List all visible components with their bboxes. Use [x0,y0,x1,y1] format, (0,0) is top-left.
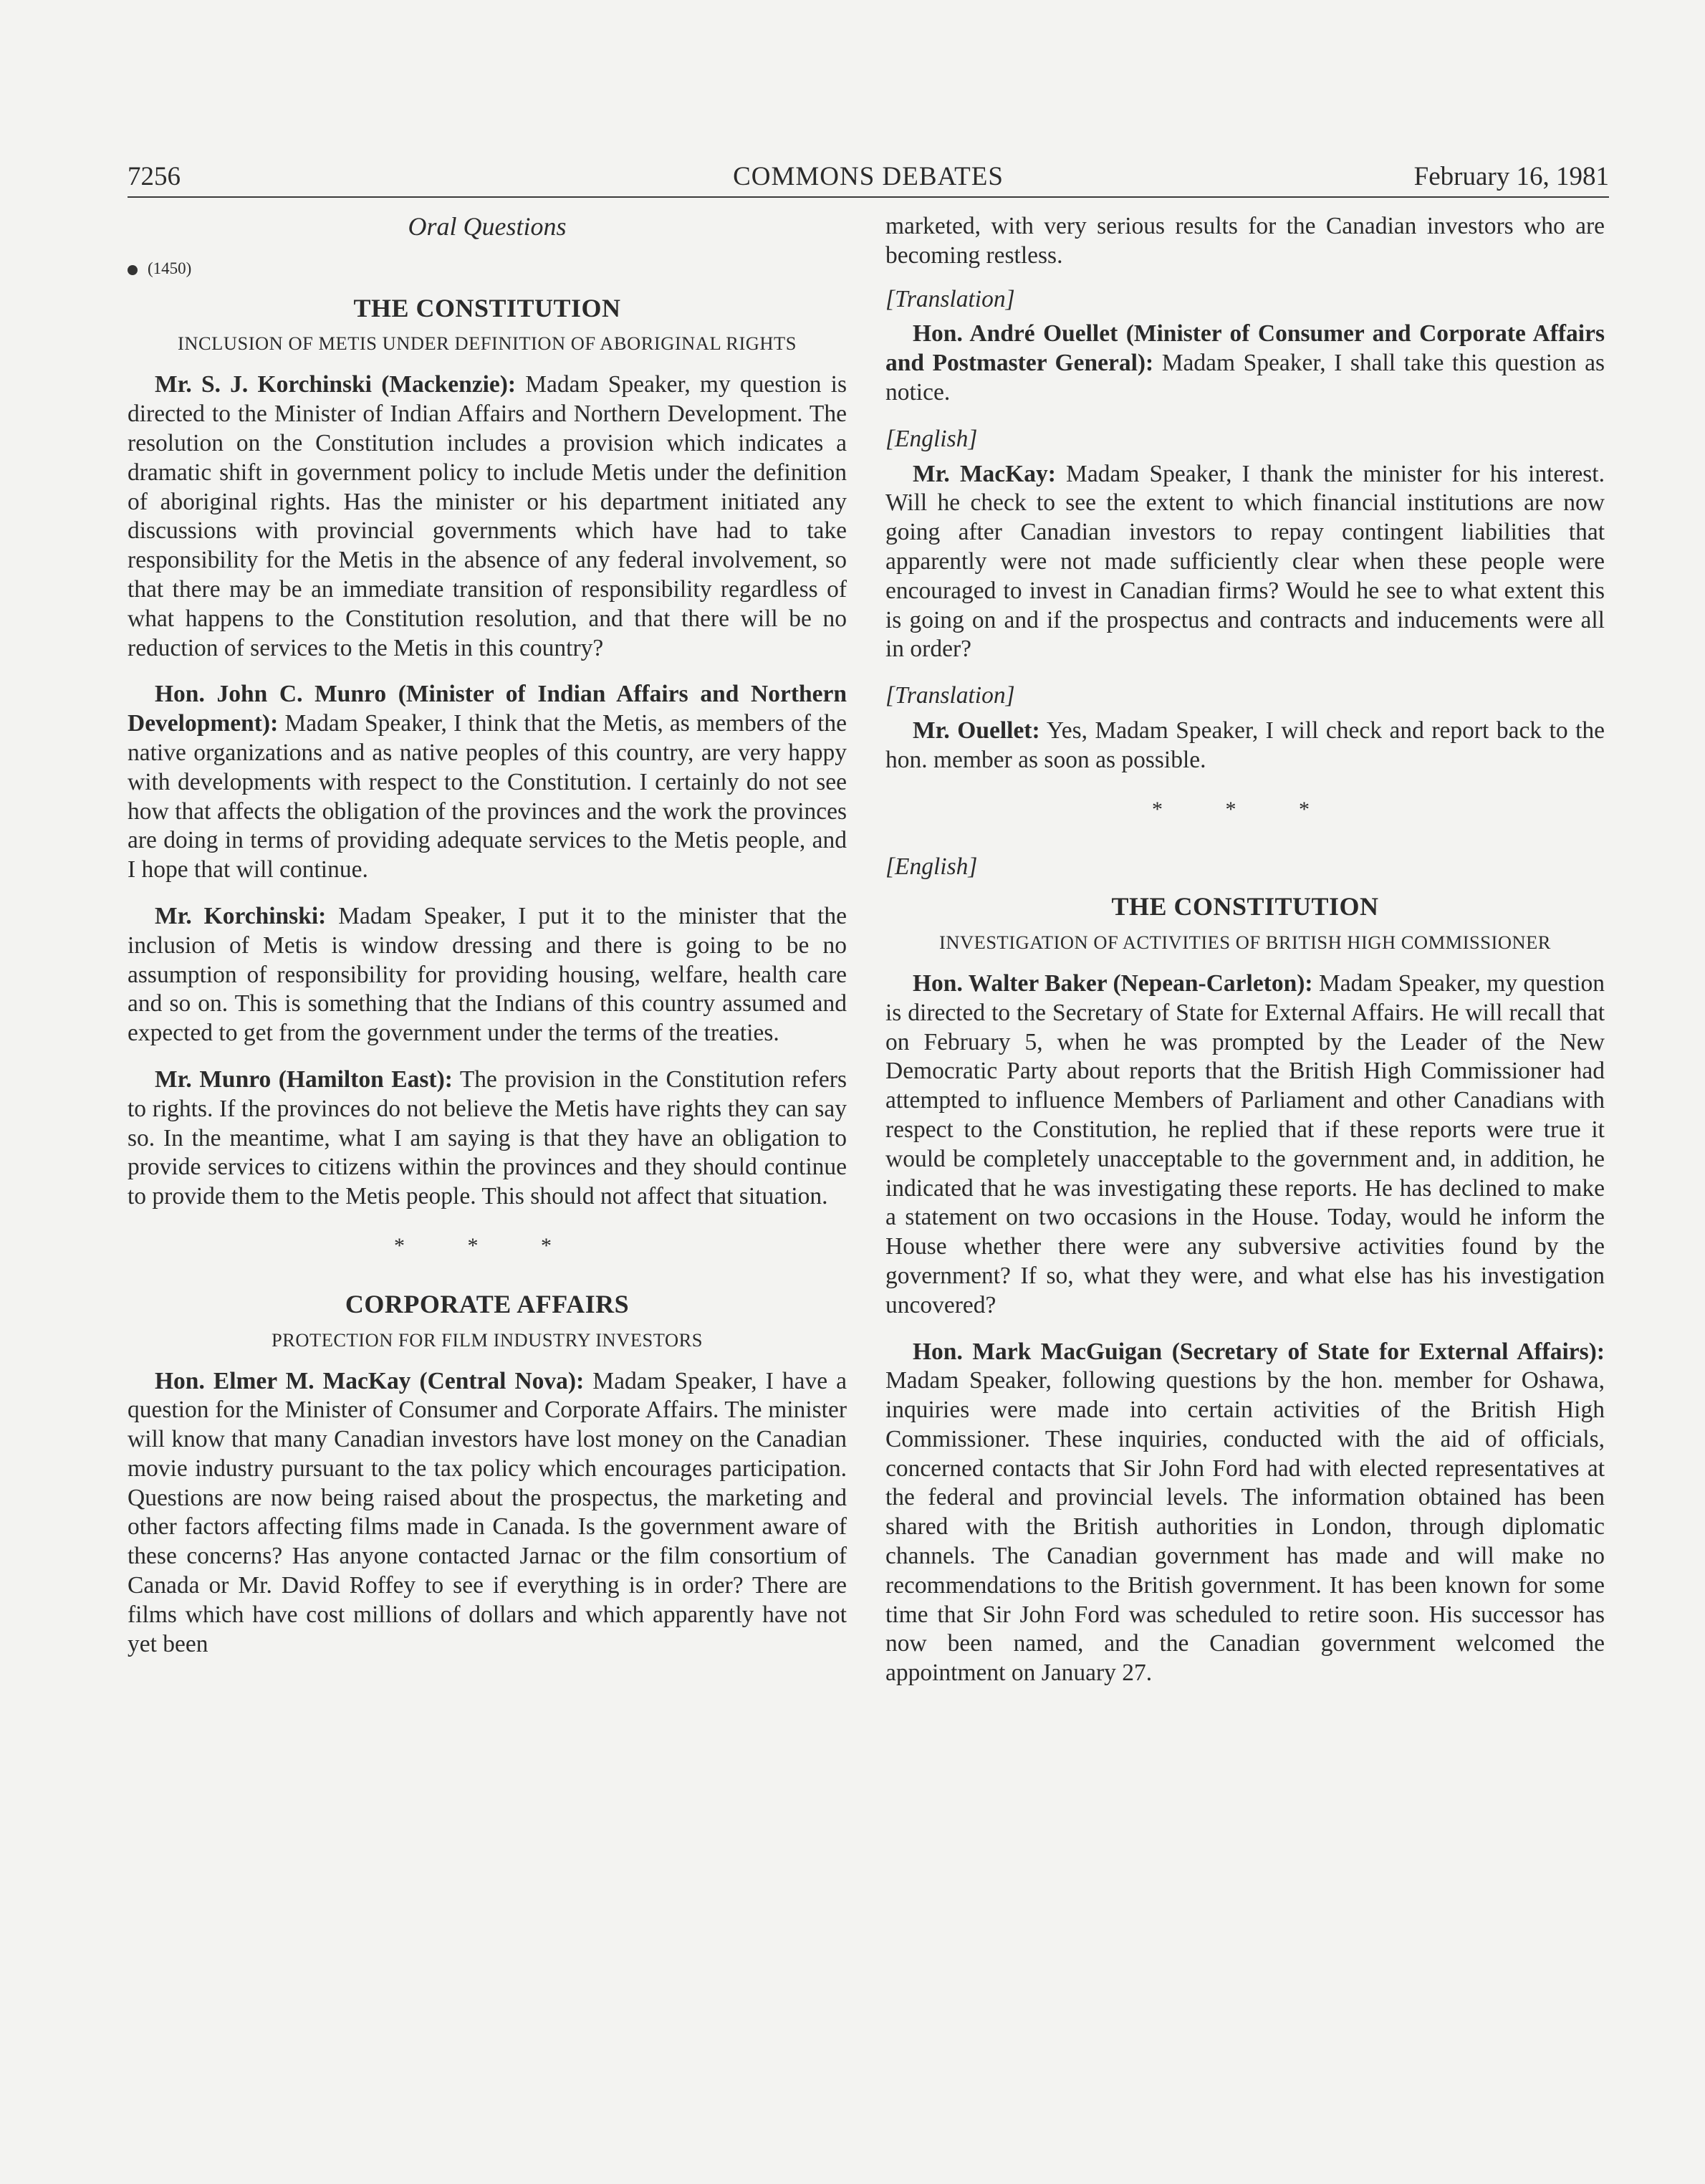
section-subheading: INVESTIGATION OF ACTIVITIES OF BRITISH HIGH COMMISSIONER [939,931,1551,953]
speech-text: Madam Speaker, I put it to the minister that the inclusion of Metis is window dressing and there is going to be no assumption of responsibility for providing housing, welfare, health care and so on. This is something that the Indians of this country assumed and expected to get from the government under the terms of the treaties. [128,902,847,1047]
section-subheading: PROTECTION FOR FILM INDUSTRY INVESTORS [271,1328,703,1351]
speech-text: Madam Speaker, following questions by the hon. member for Oshawa, inquiries were made into certain activities of the British High Commissioner. These inquiries, conducted with the aid of officials, concerned contacts that Sir John Ford had with elected representatives at the federal and provincial levels. The information obtained has been shared with the British authorities in London, through diplomatic channels. The Canadian government has made and will make no recommendations to the British government. It has been known for some time that Sir John Ford was scheduled to retire soon. His successor has now been named, and the Canadian government welcomed the appointment on January 27. [885,1367,1605,1687]
speaker-name: Mr. Munro (Hamilton East): [155,1065,453,1093]
speaker-name: Hon. Walter Baker (Nepean-Carleton): [913,969,1313,997]
page-date: February 16, 1981 [1413,162,1609,191]
speech-text: Yes, Madam Speaker, I will check and report back to the hon. member as soon as possible. [885,717,1605,773]
language-marker: [Translation] [885,285,1015,312]
speech-paragraph [885,460,1605,665]
speaker-name: Hon. John C. Munro (Minister of Indian Affairs and Northern Development): [128,681,847,737]
time-marker-text: (1450) [148,259,192,277]
section-separator: * * * [394,1233,580,1258]
right-column [885,212,1605,1705]
language-marker: [English] [885,853,978,881]
speech-paragraph [885,717,1605,775]
speech-paragraph [128,902,847,1048]
speech-paragraph [885,969,1605,1321]
speaker-name: Mr. MacKay: [913,460,1056,487]
page-number: 7256 [128,162,181,191]
section-label: Oral Questions [408,212,567,241]
speech-text: Madam Speaker, my question is directed to the Secretary of State for External Affairs. He will recall that on February 5, when he was prompted by the Leader of the New Democratic Party about reports that the British High Commissioner had attempted to influence Members of Parliament and other Canadians with respect to the Constitution, he replied that if these reports were true it would be completely unacceptable to the government and, in addition, he indicated that he was investigating these reports. He has declined to make a statement on two occasions in the House. Today, would he inform the House whether there were any subversive activities found by the government? If so, what they were, and what else has his investigation uncovered? [885,969,1605,1318]
section-separator: * * * [1152,797,1338,821]
section-subheading: INCLUSION OF METIS UNDER DEFINITION OF ABORIGINAL RIGHTS [178,332,797,355]
speech-text: Madam Speaker, I shall take this question as notice. [885,350,1605,406]
speaker-name: Mr. Ouellet: [913,717,1040,744]
speech-continuation: marketed, with very serious results for the Canadian investors who are becoming restless. [885,213,1605,269]
speech-paragraph [128,1065,847,1212]
speaker-name: Hon. Mark MacGuigan (Secretary of State for External Affairs): [913,1338,1605,1365]
speech-text: Madam Speaker, I thank the minister for his interest. Will he check to see the extent to which financial institutions are now going after Canadian investors to repay contingent liabilities that apparently were not made sufficiently clear when these people were encouraged to invest in Canadian firms? Would he see to what extent this is going on and if the prospectus and contracts and inducements were all in order? [885,460,1605,663]
page-header [128,159,1609,198]
section-heading: CORPORATE AFFAIRS [345,1289,630,1318]
left-column [128,212,847,1676]
publication-title: COMMONS DEBATES [733,162,1004,191]
speech-text: Madam Speaker, I think that the Metis, as members of the native organizations and as native peoples of this country, are very happy with developments with respect to the Constitution. I certainly do not see how that affects the obligation of the provinces and the work the provinces are doing in terms of providing adequate services to the Metis people, and I hope that will continue. [128,710,847,883]
time-marker [128,254,847,284]
section-heading: THE CONSTITUTION [1111,892,1379,921]
speech-text: Madam Speaker, I have a question for the Minister of Consumer and Corporate Affairs. The minister will know that many Canadian investors have lost money on the Canadian movie industry pursuant to the tax policy which encourages participation. Questions are now being raised about the prospectus, the marketing and other factors affecting films made in Canada. Is the government aware of these concerns? Has anyone contacted Jarnac or the film consortium of Canada or Mr. David Roffey to see if everything is in order? There are films which have cost millions of dollars and which apparently have not yet been [128,1367,847,1657]
speech-paragraph [128,370,847,663]
speech-paragraph [128,1367,847,1659]
speaker-name: Hon. André Ouellet (Minister of Consumer and Corporate Affairs and Postmaster General): [885,320,1605,377]
language-marker: [English] [885,425,978,452]
speaker-name: Hon. Elmer M. MacKay (Central Nova): [155,1367,585,1394]
speech-paragraph [885,1338,1605,1689]
speech-text: The provision in the Constitution refers to rights. If the provinces do not believe the Metis have rights they can say so. In the meantime, what I am saying is that they have an obligation to provide services to citizens within the provinces and they should continue to provide them to the Metis people. This should not affect that situation. [128,1065,847,1210]
speech-text: Madam Speaker, my question is directed to the Minister of Indian Affairs and Northern Development. The resolution on the Constitution includes a provision which indicates a dramatic shift in government policy to include Metis under the definition of aboriginal rights. Has the minister or his department initiated any discussions with provincial governments which have had to take responsibility for the Metis in the absence of any federal involvement, so that there may be an immediate transition of responsibility regardless of what happens to the Constitution resolution, and that there will be no reduction of services to the Metis in this country? [128,371,847,661]
speech-paragraph [885,320,1605,407]
speech-paragraph [128,680,847,885]
bullet-icon [128,265,138,275]
language-marker: [Translation] [885,682,1015,709]
speaker-name: Mr. S. J. Korchinski (Mackenzie): [155,371,517,398]
section-heading: THE CONSTITUTION [353,293,621,322]
speaker-name: Mr. Korchinski: [155,902,327,929]
